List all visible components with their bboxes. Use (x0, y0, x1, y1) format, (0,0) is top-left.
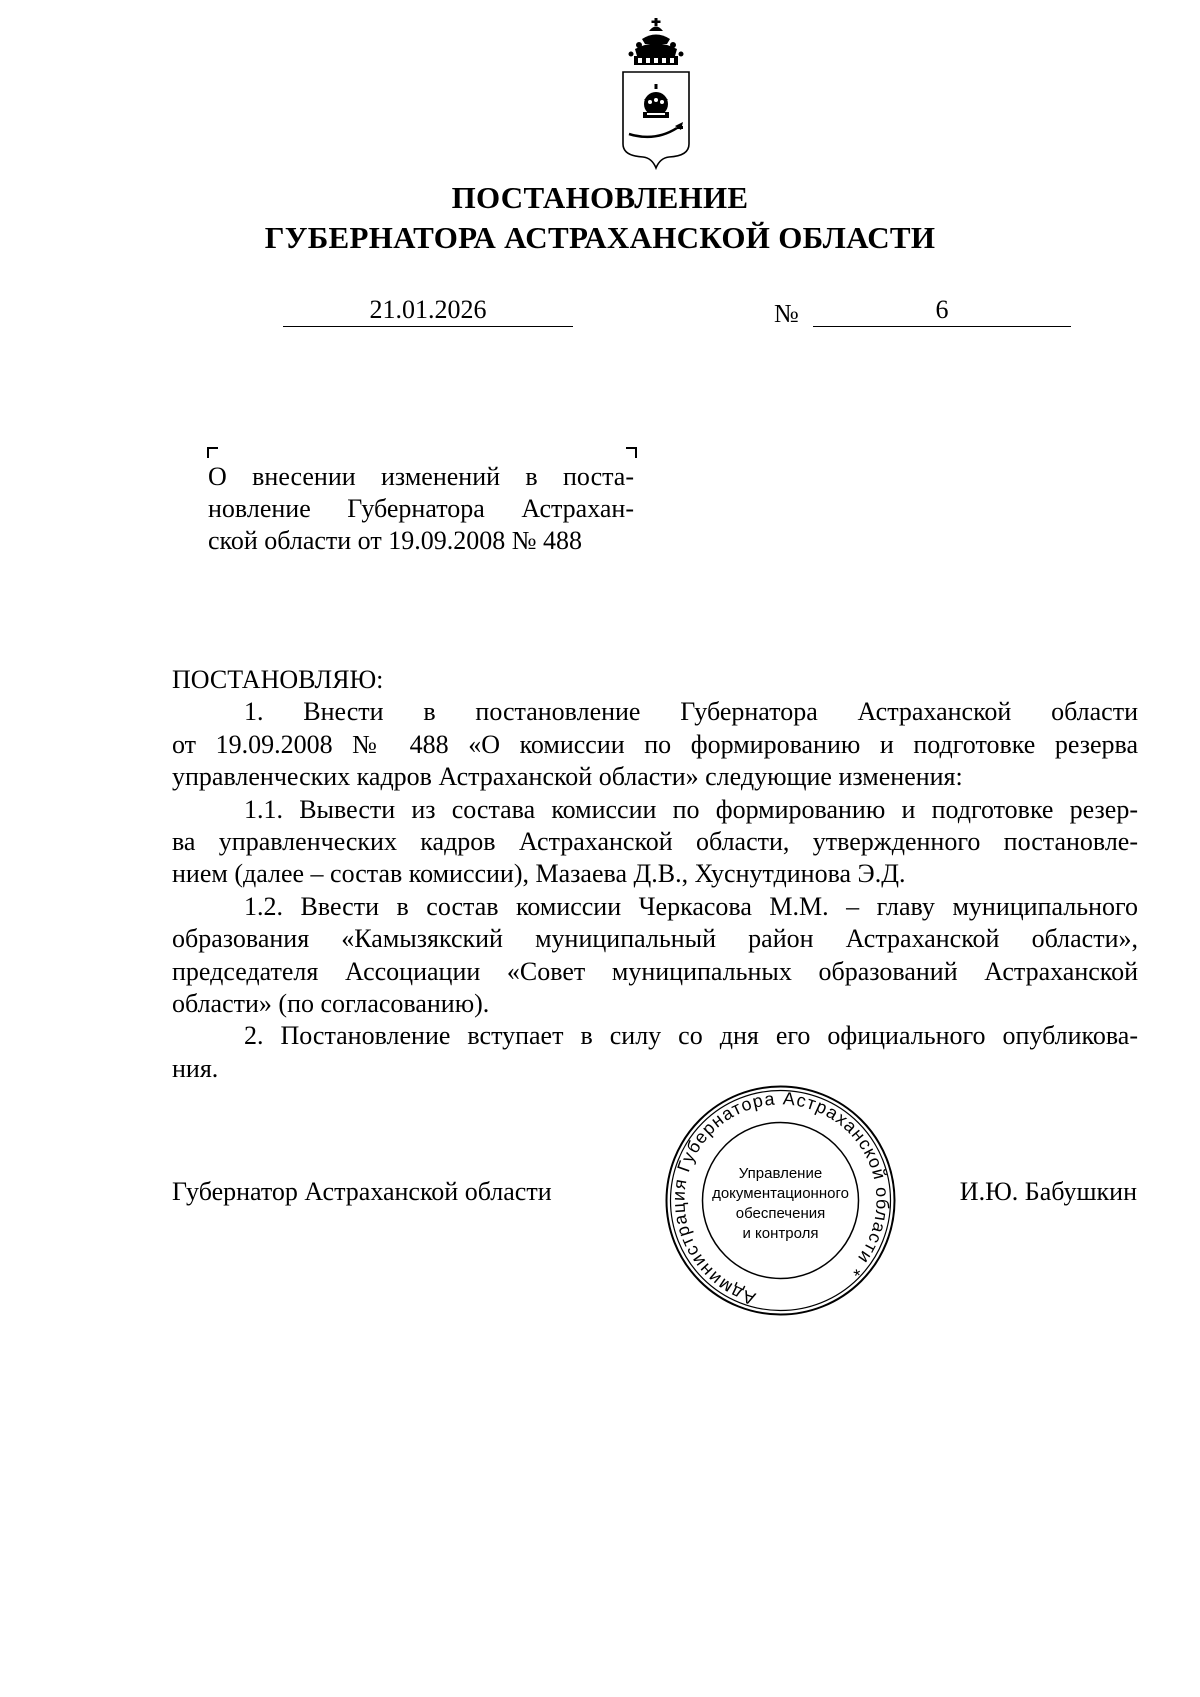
body-line: ния. (172, 1053, 219, 1083)
subject-bracket-right (626, 447, 637, 458)
signer-name: И.Ю. Бабушкин (959, 1177, 1137, 1206)
stamp-inner-line: Управление (738, 1164, 823, 1182)
stamp-inner-line: обеспечения (735, 1204, 826, 1222)
number-sign: № (774, 299, 799, 328)
stamp-center (712, 1149, 849, 1258)
coat-of-arms-emblem (617, 16, 695, 172)
document-date: 21.01.2026 (283, 296, 573, 327)
decree-word: ПОСТАНОВЛЯЮ: (172, 665, 384, 694)
official-stamp (663, 1083, 898, 1318)
body-line: от 19.09.2008 № 488 «О комиссии по формированию и подготовке резерва (172, 729, 1138, 759)
body-line: 2. Постановление вступает в силу со дня его официального опубликова- (244, 1021, 1138, 1051)
stamp-inner-line: документационного (712, 1184, 849, 1202)
body-line: ва управленческих кадров Астраханской области, утвержденного постановле- (172, 827, 1138, 857)
body-line: 1. Внести в постановление Губернатора Астраханской области (244, 697, 1138, 727)
document-title: ПОСТАНОВЛЕНИЕ (451, 180, 749, 215)
subject-line: ской области от 19.09.2008 № 488 (208, 526, 583, 555)
subject-line: О внесении изменений в поста- (208, 462, 634, 491)
stamp-ring-text: Администрация Губернатора Астраханской области * (668, 1088, 893, 1309)
body-line: 1.1. Вывести из состава комиссии по формированию и подготовке резер- (244, 794, 1138, 824)
document-issuer: ГУБЕРНАТОРА АСТРАХАНСКОЙ ОБЛАСТИ (264, 220, 936, 255)
signer-position: Губернатор Астраханской области (172, 1177, 552, 1206)
body-line: области» (по согласованию). (172, 989, 490, 1019)
body-line: председателя Ассоциации «Совет муниципальных образований Астраханской (172, 956, 1138, 986)
body-line: образования «Камызякский муниципальный район Астраханской области», (172, 924, 1138, 954)
subject-bracket-left (207, 447, 218, 458)
body-line: управленческих кадров Астраханской области» следующие изменения: (172, 762, 963, 792)
stamp-inner-line: и контроля (742, 1224, 819, 1242)
document-body (172, 664, 1138, 1085)
subject-line: новление Губернатора Астрахан- (208, 494, 634, 523)
document-number: 6 (813, 296, 1071, 327)
document-subject (208, 461, 634, 557)
body-line: нием (далее – состав комиссии), Мазаева Д.В., Хуснутдинова Э.Д. (172, 859, 906, 889)
body-line: 1.2. Ввести в состав комиссии Черкасова М.М. – главу муниципального (244, 891, 1138, 921)
